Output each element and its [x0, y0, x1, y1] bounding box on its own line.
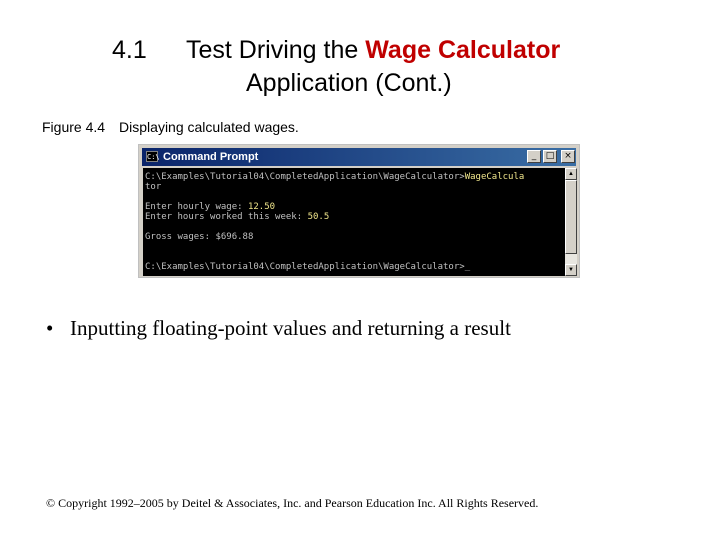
title-line-1: [186, 34, 560, 67]
vertical-scrollbar[interactable]: [565, 168, 577, 276]
close-button[interactable]: ×: [561, 150, 575, 163]
bullet-icon: •: [46, 316, 54, 340]
console-output[interactable]: [143, 168, 565, 276]
maximize-button[interactable]: □: [543, 150, 557, 163]
window-title: Command Prompt: [163, 151, 259, 163]
figure-caption: [42, 119, 299, 135]
console-line: [145, 202, 275, 212]
console-text: Enter hours worked this week:: [145, 212, 308, 222]
console-line: [145, 212, 329, 222]
figure-title: Displaying calculated wages.: [119, 119, 299, 135]
window-titlebar[interactable]: [142, 148, 576, 166]
bullet-point: [46, 316, 511, 341]
figure-label: Figure 4.4: [42, 119, 106, 135]
console-text: Enter hourly wage:: [145, 202, 248, 212]
title-prefix: Test Driving the: [186, 36, 366, 64]
console-line: [145, 262, 470, 272]
command-prompt-window: [138, 144, 580, 278]
title-highlight: Wage Calculator: [365, 36, 561, 64]
copyright-notice: © Copyright 1992–2005 by Deitel & Associates, Inc. and Pearson Education Inc. All Rights Reserved.: [46, 496, 539, 510]
scroll-down-icon[interactable]: ▼: [565, 264, 577, 276]
console-user-input: WageCalcula: [464, 172, 525, 182]
console-line: [145, 232, 253, 242]
bullet-text: Inputting floating-point values and returning a result: [70, 316, 511, 340]
console-text: tor: [145, 182, 162, 192]
title-line-2: Application (Cont.): [246, 69, 452, 97]
scroll-up-icon[interactable]: ▲: [565, 168, 577, 180]
scroll-thumb[interactable]: [565, 180, 577, 254]
console-line: [145, 182, 161, 192]
console-text: C:\Examples\Tutorial04\CompletedApplication\WageCalculator>_: [145, 262, 471, 272]
console-text: Gross wages: $696.88: [145, 232, 254, 242]
section-number: 4.1: [112, 36, 147, 64]
console-line: [145, 172, 524, 182]
cmd-icon[interactable]: C:\: [147, 153, 160, 161]
console-user-input: 50.5: [307, 212, 330, 222]
console-user-input: 12.50: [247, 202, 276, 212]
console-text: C:\Examples\Tutorial04\CompletedApplication\WageCalculator>: [145, 172, 465, 182]
minimize-button[interactable]: _: [527, 150, 541, 163]
